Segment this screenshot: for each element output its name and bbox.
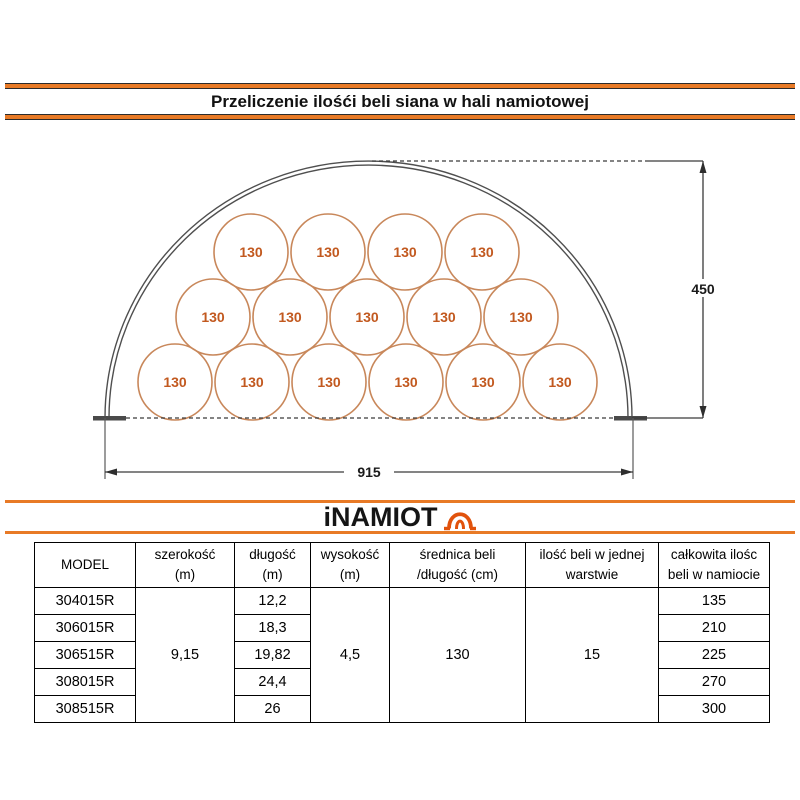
brand-band [5,500,795,534]
width-dim-arrow-right [621,469,633,476]
title-band [5,83,795,120]
calkowita-cell: 225 [659,642,770,669]
hay-bale-label: 130 [316,244,340,260]
width-dim-arrow-left [105,469,117,476]
hay-bale-label: 130 [470,244,494,260]
hay-bale-label: 130 [355,309,379,325]
header-line: (m) [262,567,283,582]
hay-bale-label: 130 [317,374,341,390]
brand-name: iNAMIOT [323,501,438,532]
model-cell: 308015R [35,669,136,696]
hay-bale-label: 130 [163,374,187,390]
hay-bale-label: 130 [278,309,302,325]
hay-bale-label: 130 [240,374,264,390]
header-line: średnica beli [419,547,496,563]
dimension-width-label: 915 [357,464,381,480]
header-line: /długość (cm) [416,567,499,582]
title-band-bottom-bar [5,114,795,120]
header-line: (m) [174,567,196,582]
tent-diagram [0,140,800,500]
srednica-merged-cell: 130 [390,588,526,723]
spec-table [34,542,770,723]
header-ilosc-warstwa [526,543,659,588]
height-dim-arrow-top [700,161,707,173]
left-footing-stub [93,416,126,421]
hay-bale-label: 130 [509,309,533,325]
calkowita-cell: 270 [659,669,770,696]
model-cell: 306515R [35,642,136,669]
hay-bale-label: 130 [548,374,572,390]
hay-bale-label: 130 [471,374,495,390]
model-cell: 304015R [35,588,136,615]
hay-bale-label: 130 [201,309,225,325]
hay-bale-label: 130 [393,244,417,260]
header-dlugosc [235,543,311,588]
brand-logo [5,503,795,531]
calkowita-cell: 210 [659,615,770,642]
header-line: wysokość [320,547,380,563]
header-line: ilość beli w jednej [539,547,645,563]
dlugosc-cell: 12,2 [235,588,311,615]
header-line: całkowita ilośc [670,547,758,563]
header-line: beli w namiocie [667,567,761,582]
dlugosc-cell: 18,3 [235,615,311,642]
height-dim-arrow-bottom [700,406,707,418]
table-row [35,588,770,615]
dlugosc-cell: 26 [235,696,311,723]
dlugosc-cell: 19,82 [235,642,311,669]
header-line: szerokość [154,547,216,563]
hay-bale-label: 130 [394,374,418,390]
wysokosc-merged-cell: 4,5 [311,588,390,723]
calkowita-cell: 135 [659,588,770,615]
header-line: długość [249,547,296,563]
model-cell: 308515R [35,696,136,723]
szerokosc-merged-cell: 9,15 [136,588,235,723]
table-header-row [35,543,770,588]
page-title: Przeliczenie ilośći beli siana w hali namiotowej [211,92,589,111]
calkowita-cell: 300 [659,696,770,723]
hay-bale-label: 130 [239,244,263,260]
model-cell: 306015R [35,615,136,642]
header-calkowita [659,543,770,588]
header-szerokosc [136,543,235,588]
header-srednica [390,543,526,588]
header-wysokosc [311,543,390,588]
dlugosc-cell: 24,4 [235,669,311,696]
header-line: (m) [339,567,361,582]
tent-icon [443,504,477,531]
hay-bale-label: 130 [432,309,456,325]
header-model: MODEL [35,543,136,588]
header-line: warstwie [565,567,619,582]
bale-group [138,214,597,420]
dimension-height-label: 450 [691,281,715,297]
ilosc-warstwa-merged-cell: 15 [526,588,659,723]
